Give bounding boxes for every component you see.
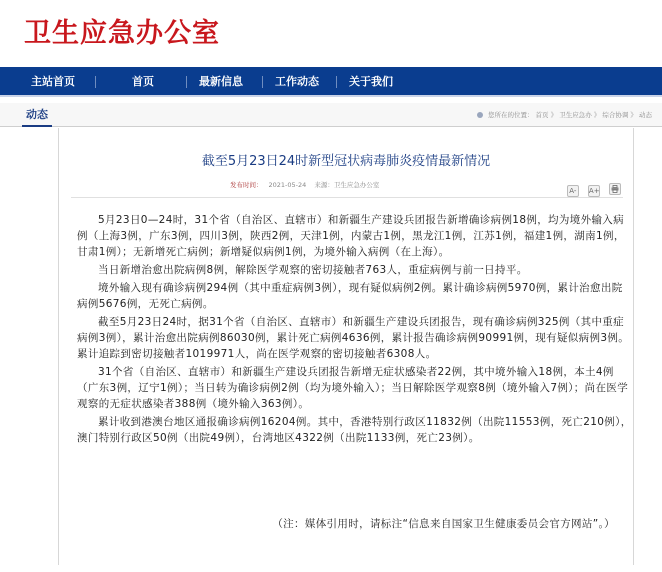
breadcrumb-separator: 》 — [630, 111, 637, 119]
breadcrumb-separator: 》 — [593, 111, 601, 119]
nav-separator — [186, 76, 187, 88]
citation-note: （注：媒体引用时，请标注“信息来自国家卫生健康委员会官方网站”。） — [272, 518, 615, 530]
nav-item-home[interactable]: 首页 — [132, 75, 154, 88]
publish-date-label: 发布时间： — [230, 181, 263, 189]
section-bar — [0, 103, 662, 127]
article-paragraph: 当日新增治愈出院病例8例，解除医学观察的密切接触者763人，重症病例与前一日持平。 — [98, 264, 528, 276]
article-meta — [230, 180, 385, 189]
print-icon[interactable] — [609, 183, 621, 195]
nav-separator — [336, 76, 337, 88]
breadcrumb-link-news[interactable]: 动态 — [639, 111, 652, 119]
section-tab[interactable]: 动态 — [22, 103, 52, 127]
article-paragraph: 境外输入现有确诊病例294例（其中重症病例3例），现有疑似病例2例。累计确诊病例5970例，累计治愈出院病例5676例，无死亡病例。 — [77, 282, 623, 310]
article-title: 截至5月23日24时新型冠状病毒肺炎疫情最新情况 — [201, 154, 491, 169]
article-source: 来源：卫生应急办公室 — [314, 181, 380, 189]
article-paragraph: 截至5月23日24时，据31个省（自治区、直辖市）和新疆生产建设兵团报告，现有确诊病例325例（其中重症病例3例），累计治愈出院病例86030例，累计死亡病例4636例，累计报告确诊病例90991例，现有疑似病例3例。累计追踪到密切接触者1019971人，尚在医学观察的密切接触者6308人。 — [77, 316, 630, 360]
nav-divider — [0, 95, 662, 97]
nav-separator — [262, 76, 263, 88]
article-paragraph: 5月23日0—24时，31个省（自治区、直辖市）和新疆生产建设兵团报告新增确诊病例18例，均为境外输入病例（上海3例，广东3例，四川3例，陕西2例，天津1例，内蒙古1例，黑龙江1例，江苏1例，福建1例，湖南1例，甘肃1例）；无新增死亡病例；新增疑似病例1例，为境外输入病例（在上海）。 — [77, 214, 625, 258]
nav-item-work-news[interactable]: 工作动态 — [275, 75, 319, 88]
breadcrumb-link-coordination[interactable]: 综合协调 — [602, 111, 629, 119]
article-body — [77, 212, 633, 448]
breadcrumb-separator: 》 — [550, 111, 558, 119]
article-panel — [58, 128, 634, 565]
font-decrease-button[interactable]: A- — [567, 185, 579, 197]
article-tools — [563, 178, 621, 197]
breadcrumb-prefix: 您所在的位置： — [487, 111, 534, 119]
site-title: 卫生应急办公室 — [24, 18, 220, 49]
font-increase-button[interactable]: A+ — [588, 187, 600, 195]
nav-item-main-home[interactable]: 主站首页 — [31, 75, 75, 88]
main-nav — [0, 67, 662, 95]
article-paragraph: 31个省（自治区、直辖市）和新疆生产建设兵团报告新增无症状感染者22例，其中境外输入18例，本土4例（广东3例，辽宁1例）；当日转为确诊病例2例（均为境外输入）；当日解除医学观察8例（境外输入7例）；尚在医学观察的无症状感染者388例（境外输入363例）。 — [77, 366, 629, 410]
breadcrumb-link-home[interactable]: 首页 — [535, 111, 549, 119]
breadcrumb-link-emergency-office[interactable]: 卫生应急办 — [559, 111, 592, 119]
nav-item-latest-info[interactable]: 最新信息 — [199, 75, 243, 88]
location-icon — [477, 112, 483, 118]
title-divider — [71, 197, 623, 198]
nav-separator — [95, 76, 96, 88]
breadcrumb — [477, 103, 652, 127]
nav-item-about-us[interactable]: 关于我们 — [349, 75, 393, 88]
publish-date: 2021-05-24 — [268, 181, 307, 189]
article-paragraph: 累计收到港澳台地区通报确诊病例16204例。其中，香港特别行政区11832例（出院11553例，死亡210例），澳门特别行政区50例（出院49例），台湾地区4322例（出院1133例，死亡23例）。 — [77, 416, 632, 444]
